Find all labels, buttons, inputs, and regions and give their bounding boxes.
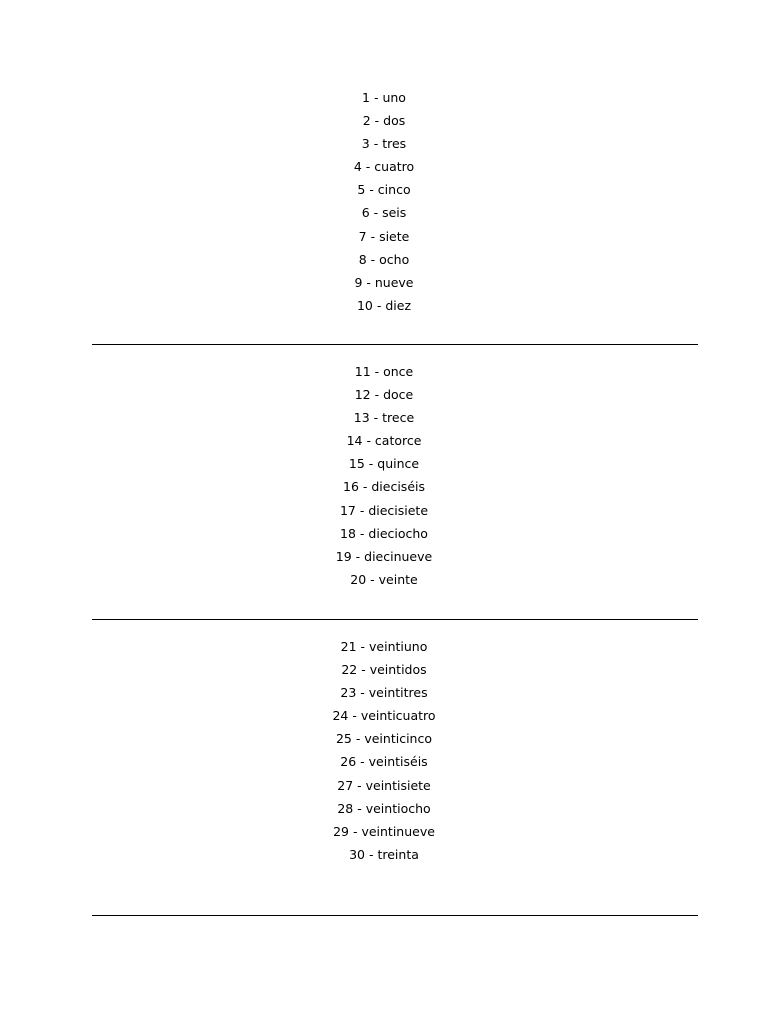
list-item: 21 - veintiuno [340, 639, 428, 654]
list-item: 19 - diecinueve [335, 548, 433, 564]
list-item: 15 - quince [348, 456, 420, 472]
section-divider [92, 915, 698, 916]
section-divider [92, 344, 698, 345]
section-divider [92, 619, 698, 620]
list-item: 29 - veintinueve [333, 823, 435, 839]
list-item: 28 - veintiocho [337, 800, 431, 816]
list-item: 20 - veinte [350, 571, 418, 587]
list-item: 14 - catorce [346, 433, 422, 449]
list-item: 16 - dieciséis [343, 479, 425, 495]
number-list-21-to-30 [0, 635, 768, 866]
list-item: 25 - veinticinco [335, 731, 432, 747]
list-item: 10 - diez [356, 297, 412, 313]
list-item: 5 - cinco [357, 182, 411, 198]
list-item: 7 - siete [358, 228, 410, 244]
list-item: 6 - seis [361, 205, 407, 221]
list-item: 27 - veintisiete [337, 777, 431, 793]
list-item: 4 - cuatro [353, 159, 415, 175]
list-item: 22 - veintidos [341, 662, 427, 678]
number-list-11-to-20 [0, 360, 768, 591]
list-item: 18 - dieciocho [340, 525, 428, 541]
list-item: 24 - veinticuatro [332, 708, 436, 724]
list-item: 23 - veintitres [340, 685, 428, 701]
list-item: 26 - veintiséis [340, 754, 428, 770]
list-item: 30 - treinta [349, 846, 419, 862]
list-item: 3 - tres [361, 136, 407, 152]
list-item: 9 - nueve [354, 274, 414, 290]
number-list-1-to-10 [0, 86, 768, 317]
list-item: 13 - trece [353, 410, 415, 426]
list-item: 11 - once [354, 364, 414, 379]
list-item: 2 - dos [362, 113, 406, 129]
list-item: 17 - diecisiete [339, 502, 429, 518]
list-item: 8 - ocho [358, 251, 410, 267]
list-item: 12 - doce [354, 387, 414, 403]
list-item: 1 - uno [362, 90, 406, 105]
